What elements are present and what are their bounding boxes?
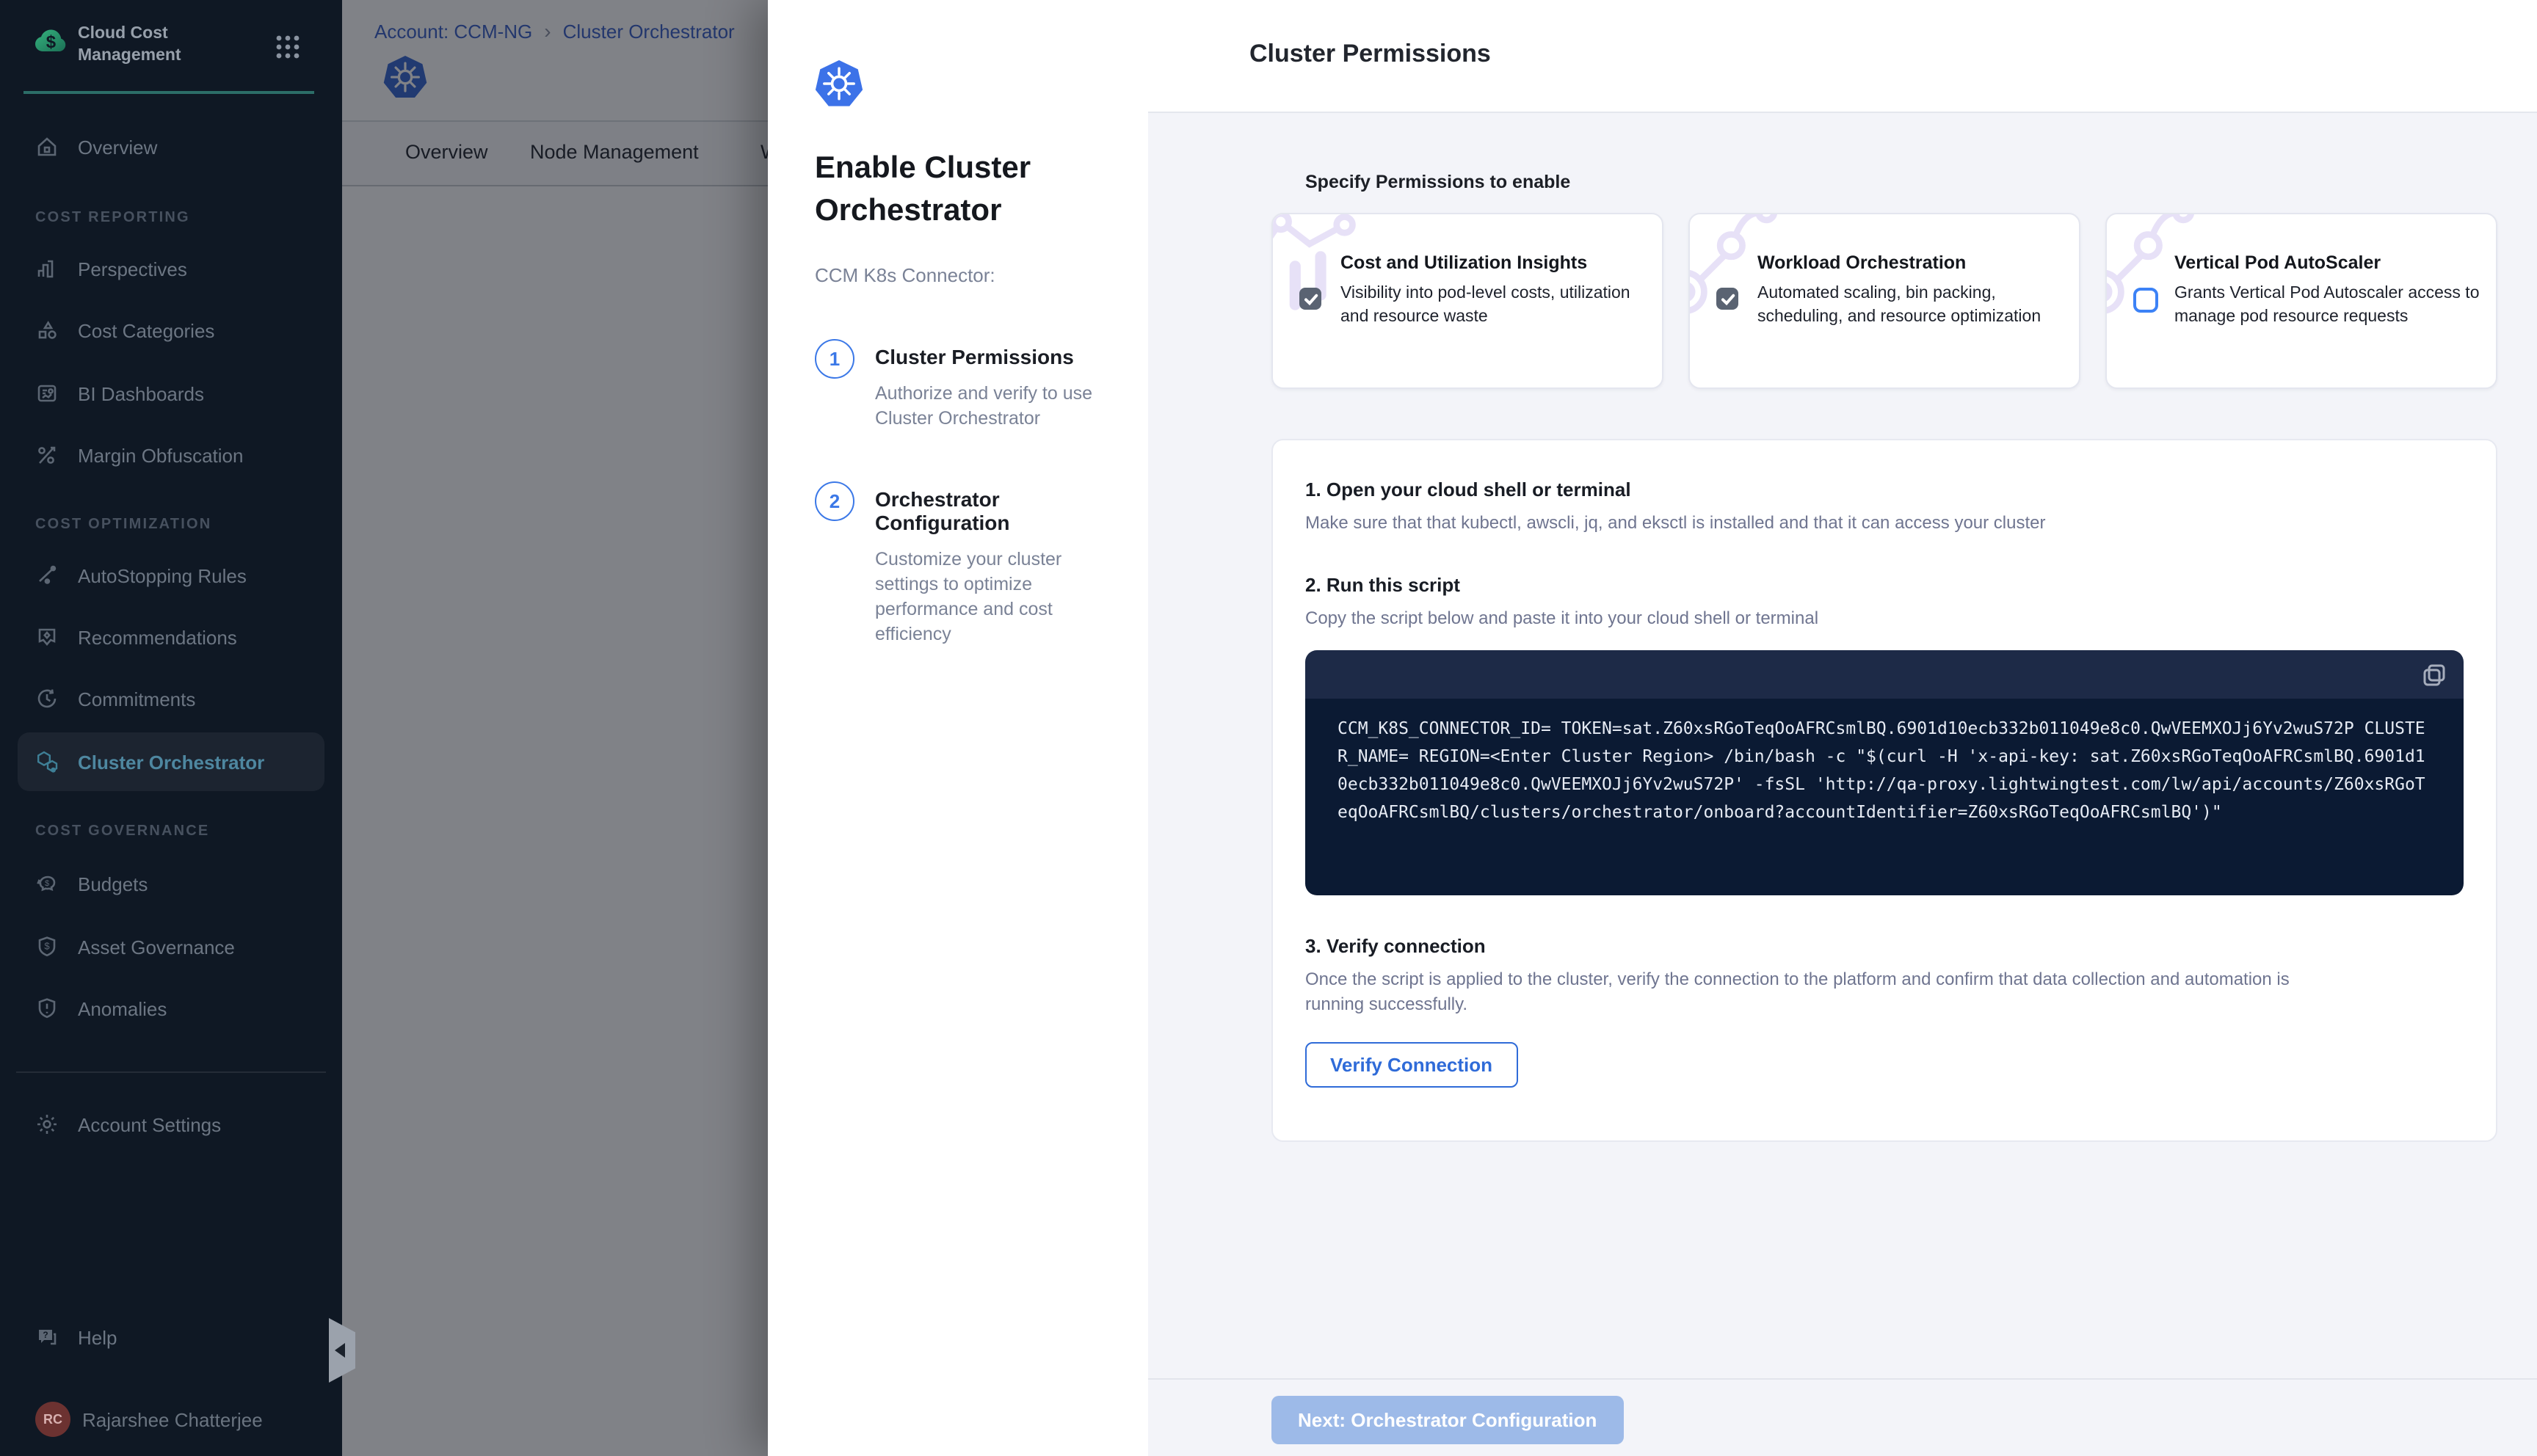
instruction-step-3-heading: 3. Verify connection <box>1305 935 1486 957</box>
step-title: Cluster Permissions <box>875 345 1074 368</box>
sidebar-item-perspectives[interactable]: Perspectives <box>0 254 342 283</box>
sidebar-item-margin-obfuscation[interactable]: Margin Obfuscation <box>0 440 342 470</box>
sidebar-item-autostopping-rules[interactable]: AutoStopping Rules <box>0 561 342 590</box>
cluster-permissions-panel <box>1148 0 2537 1456</box>
sidebar <box>0 0 342 1456</box>
cloud-cost-logo-icon <box>32 22 70 68</box>
home-icon <box>35 135 59 159</box>
sidebar-item-commitments[interactable]: Commitments <box>0 684 342 713</box>
checkbox-workload-orchestration[interactable] <box>1716 288 1738 310</box>
clock-icon <box>35 687 59 710</box>
svg-text:$: $ <box>44 879 50 889</box>
percent-icon <box>35 443 59 467</box>
script-toolbar <box>1305 650 2464 699</box>
checkbox-cost-insights[interactable] <box>1299 288 1321 310</box>
sidebar-item-anomalies[interactable]: Anomalies <box>0 994 342 1023</box>
svg-text:$: $ <box>46 32 57 52</box>
verify-connection-button[interactable]: Verify Connection <box>1305 1042 1517 1088</box>
checkbox-vertical-pod-autoscaler[interactable] <box>2133 288 2158 313</box>
step-number-badge: 2 <box>815 481 854 521</box>
instruction-step-1-heading: 1. Open your cloud shell or terminal <box>1305 478 1631 500</box>
user-name[interactable]: Rajarshee Chatterjee <box>82 1409 263 1431</box>
kubernetes-logo-icon <box>815 59 1129 117</box>
copy-icon[interactable] <box>2422 663 2446 686</box>
sidebar-item-overview[interactable]: Overview <box>0 132 342 161</box>
sidebar-section-cost-optimization: COST OPTIMIZATION <box>35 517 212 533</box>
sidebar-section-cost-governance: COST GOVERNANCE <box>35 823 210 840</box>
drawer-subtitle: CCM K8s Connector: <box>815 264 995 286</box>
autostopping-icon <box>35 564 59 587</box>
shield-dollar-icon <box>35 935 59 958</box>
panel-title: Cluster Permissions <box>1249 40 1491 68</box>
permission-description: Grants Vertical Pod Autoscaler access to manage pod resource requests <box>2174 285 2480 326</box>
sidebar-item-budgets[interactable]: $ Budgets <box>0 869 342 898</box>
divider <box>16 1071 326 1073</box>
hexagons-gear-icon <box>35 750 59 774</box>
sidebar-item-cluster-orchestrator[interactable]: Cluster Orchestrator <box>0 747 342 776</box>
step-title: Orchestrator Configuration <box>875 487 1010 534</box>
svg-text:$: $ <box>44 940 50 952</box>
step-description: Customize your cluster settings to optimize performance and cost efficiency <box>875 549 1062 644</box>
app-title: Cloud Cost Management <box>78 25 181 65</box>
dashboard-icon <box>35 382 59 405</box>
instruction-step-1-description: Make sure that that kubectl, awscli, jq, and eksctl is installed and that it can access your cluster <box>1305 512 2046 533</box>
wizard-step-2[interactable] <box>815 481 1129 647</box>
piggy-bank-icon <box>35 872 59 895</box>
enable-cluster-orchestrator-drawer <box>768 0 2537 1456</box>
bar-chart-icon <box>35 257 59 280</box>
permission-card-vertical-pod-autoscaler <box>2105 213 2497 389</box>
help-chat-icon <box>35 1325 59 1349</box>
step-number-badge: 1 <box>815 339 854 379</box>
permission-card-workload-orchestration <box>1688 213 2080 389</box>
gear-icon <box>35 1113 59 1136</box>
step-description: Authorize and verify to use Cluster Orchestrator <box>875 383 1092 429</box>
instruction-step-2-description: Copy the script below and paste it into your cloud shell or terminal <box>1305 608 1819 628</box>
permission-title: Vertical Pod AutoScaler <box>2174 252 2381 273</box>
sidebar-section-cost-reporting: COST REPORTING <box>35 210 190 226</box>
divider <box>1148 1378 2537 1380</box>
script-code-block <box>1305 650 2464 895</box>
shapes-icon <box>35 318 59 342</box>
sidebar-item-help[interactable]: ? Help <box>0 1322 342 1352</box>
permissions-label: Specify Permissions to enable <box>1305 172 1571 192</box>
chevron-left-icon <box>335 1343 345 1358</box>
drawer-steps-panel <box>768 0 1148 1456</box>
sidebar-item-asset-governance[interactable]: $ Asset Governance <box>0 932 342 961</box>
sidebar-item-recommendations[interactable]: Recommendations <box>0 622 342 652</box>
drawer-title: Enable Cluster Orchestrator <box>815 151 1031 228</box>
divider <box>23 91 314 94</box>
wizard-step-1[interactable] <box>815 339 1129 432</box>
user-avatar[interactable]: RC <box>35 1402 70 1437</box>
permission-title: Workload Orchestration <box>1757 252 1967 273</box>
svg-text:?: ? <box>43 1330 48 1341</box>
recommendations-icon <box>35 625 59 649</box>
sidebar-item-bi-dashboards[interactable]: BI Dashboards <box>0 379 342 408</box>
instructions-card <box>1271 439 2497 1142</box>
app-grid-icon[interactable] <box>273 32 302 69</box>
permission-title: Cost and Utilization Insights <box>1340 252 1588 273</box>
shield-alert-icon <box>35 997 59 1020</box>
permission-description: Automated scaling, bin packing, scheduling, and resource optimization <box>1757 285 2041 326</box>
next-orchestrator-configuration-button[interactable]: Next: Orchestrator Configuration <box>1271 1396 1623 1444</box>
sidebar-item-cost-categories[interactable]: Cost Categories <box>0 316 342 345</box>
instruction-step-2-heading: 2. Run this script <box>1305 574 1460 596</box>
permission-card-cost-insights <box>1271 213 1663 389</box>
instruction-step-3-description: Once the script is applied to the cluster, verify the connection to the platform and confirm that data collection and automation is running successfully. <box>1305 969 2290 1014</box>
script-text: CCM_K8S_CONNECTOR_ID= TOKEN=sat.Z60xsRGoTeqOoAFRCsmlBQ.6901d10ecb332b011049e8c0.QwVEEMXOJj6Yv2wuS72P CLUSTER_NAME= REGION=<Enter Cluster Region> /bin/bash -c "$(curl -H 'x-api-key: sat.Z60xsRGoTeqOoAFRCsmlBQ.6901d10ecb332b011049e8c0.QwVEEMXOJj6Yv2wuS72P' -fsSL 'http://qa-proxy.lightwingtest.com/lw/api/accounts/Z60xsRGoTeqOoAFRCsmlBQ/clusters/orchestrator/onboard?accountIdentifier=Z60xsRGoTeqOoAFRCsmlBQ')" <box>1305 699 2464 895</box>
sidebar-item-account-settings[interactable]: Account Settings <box>0 1110 342 1139</box>
permission-description: Visibility into pod-level costs, utilization and resource waste <box>1340 285 1630 326</box>
